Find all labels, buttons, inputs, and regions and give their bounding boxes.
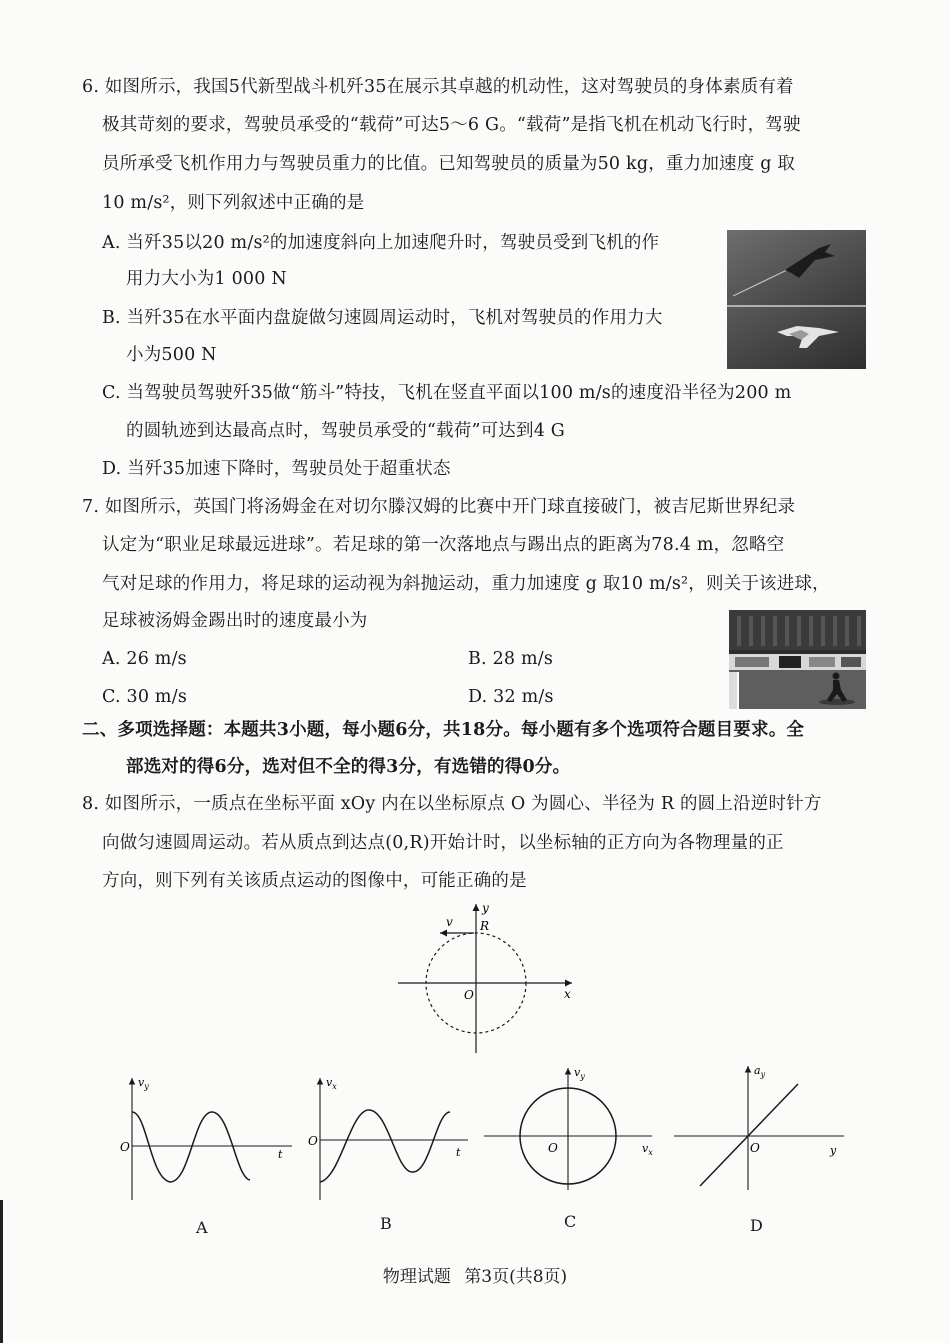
circular-motion-diagram xyxy=(390,898,590,1056)
q7-option-d: D. 32 m/s xyxy=(468,687,554,707)
graph-a xyxy=(112,1072,297,1204)
footer-page-number: 第3页(共8页) xyxy=(464,1267,568,1287)
q6-stem-line-2: 极其苛刻的要求，驾驶员承受的“载荷”可达5～6 G。“载荷”是指飞机在机动飞行时，驾驶 xyxy=(102,115,801,135)
page-edge-shadow xyxy=(0,1200,3,1343)
q6-option-a-line-1: A. 当歼35以20 m/s²的加速度斜向上加速爬升时，驾驶员受到飞机的作 xyxy=(102,233,660,253)
graph-d xyxy=(668,1060,848,1192)
q6-option-c-line-1: C. 当驾驶员驾驶歼35做“筋斗”特技，飞机在竖直平面以100 m/s的速度沿半径为200 m xyxy=(102,383,792,403)
q6-stem-line-1: 6. 如图所示，我国5代新型战斗机歼35在展示其卓越的机动性，这对驾驶员的身体素质有着 xyxy=(82,77,794,97)
section-2-heading-line-1: 二、多项选择题：本题共3小题，每小题6分，共18分。每小题有多个选项符合题目要求。全 xyxy=(82,720,805,740)
section-2-heading-line-2: 部选对的得6分，选对但不全的得3分，有选错的得0分。 xyxy=(126,757,571,777)
svg-text:t: t xyxy=(456,1146,461,1159)
graph-b-caption: B xyxy=(380,1214,392,1233)
graph-d-line xyxy=(700,1084,798,1186)
q7-option-c: C. 30 m/s xyxy=(102,687,187,707)
graph-b-curve xyxy=(320,1110,450,1182)
svg-text:O: O xyxy=(308,1134,318,1148)
q8-stem-line-2: 向做匀速圆周运动。若从质点到达点(0,R)开始计时，以坐标轴的正方向为各物理量的正 xyxy=(102,833,784,853)
q6-stem-line-4: 10 m/s²，则下列叙述中正确的是 xyxy=(102,193,365,213)
graph-c xyxy=(482,1060,662,1192)
q7-option-a: A. 26 m/s xyxy=(102,649,187,669)
y-axis-label: y xyxy=(482,901,489,915)
graph-b xyxy=(300,1072,475,1204)
q6-option-b-line-1: B. 当歼35在水平面内盘旋做匀速圆周运动时，飞机对驾驶员的作用力大 xyxy=(102,308,663,328)
svg-text:O: O xyxy=(548,1141,558,1155)
svg-text:O: O xyxy=(750,1141,760,1155)
graph-c-caption: C xyxy=(564,1212,577,1231)
q7-stem-line-1: 7. 如图所示，英国门将汤姆金在对切尔滕汉姆的比赛中开门球直接破门，被吉尼斯世界纪录 xyxy=(82,497,796,517)
svg-text:y: y xyxy=(830,1144,837,1157)
q7-stem-line-4: 足球被汤姆金踢出时的速度最小为 xyxy=(102,611,368,631)
q8-stem-line-3: 方向，则下列有关该质点运动的图像中，可能正确的是 xyxy=(102,871,527,891)
svg-text:vy: $v_y$ xyxy=(138,1076,149,1091)
q6-option-b-line-2: 小为500 N xyxy=(126,345,217,365)
q6-stem-line-3: 员所承受飞机作用力与驾驶员重力的比值。已知驾驶员的质量为50 kg，重力加速度 g 取 xyxy=(102,154,796,174)
q6-option-a-line-2: 用力大小为1 000 N xyxy=(126,269,287,289)
radius-label: R xyxy=(480,919,490,933)
graph-d-caption: D xyxy=(750,1216,763,1235)
origin-label: O xyxy=(464,988,474,1002)
q8-stem-line-1: 8. 如图所示，一质点在坐标平面 xOy 内在以坐标原点 O 为圆心、半径为 R 的圆上沿逆时针方 xyxy=(82,794,822,814)
q7-option-b: B. 28 m/s xyxy=(468,649,554,669)
graph-a-curve xyxy=(132,1112,250,1182)
q6-option-d: D. 当歼35加速下降时，驾驶员处于超重状态 xyxy=(102,459,451,479)
svg-text:t: t xyxy=(278,1148,283,1161)
goalkeeper-photo xyxy=(729,610,866,709)
svg-text:O: O xyxy=(120,1140,130,1154)
fighter-jet-photo xyxy=(727,230,866,369)
x-axis-label: x xyxy=(564,987,571,1001)
svg-text:vy: $v_y$ xyxy=(574,1066,585,1081)
q7-stem-line-2: 认定为“职业足球最远进球”。若足球的第一次落地点与踢出点的距离为78.4 m，忽略空 xyxy=(102,535,785,555)
svg-text:vx: $v_x$ xyxy=(326,1076,337,1091)
graph-a-caption: A xyxy=(196,1218,208,1237)
q7-stem-line-3: 气对足球的作用力，将足球的运动视为斜抛运动，重力加速度 g 取10 m/s²，则关于该进球， xyxy=(102,574,830,594)
svg-text:vx: $v_x$ xyxy=(642,1142,653,1157)
svg-text:ay: $a_y$ xyxy=(754,1064,766,1079)
velocity-label: v xyxy=(446,915,453,929)
page-footer xyxy=(0,1262,950,1287)
footer-subject: 物理试题 xyxy=(382,1267,451,1287)
q6-option-c-line-2: 的圆轨迹到达最高点时，驾驶员承受的“载荷”可达到4 G xyxy=(126,421,565,441)
